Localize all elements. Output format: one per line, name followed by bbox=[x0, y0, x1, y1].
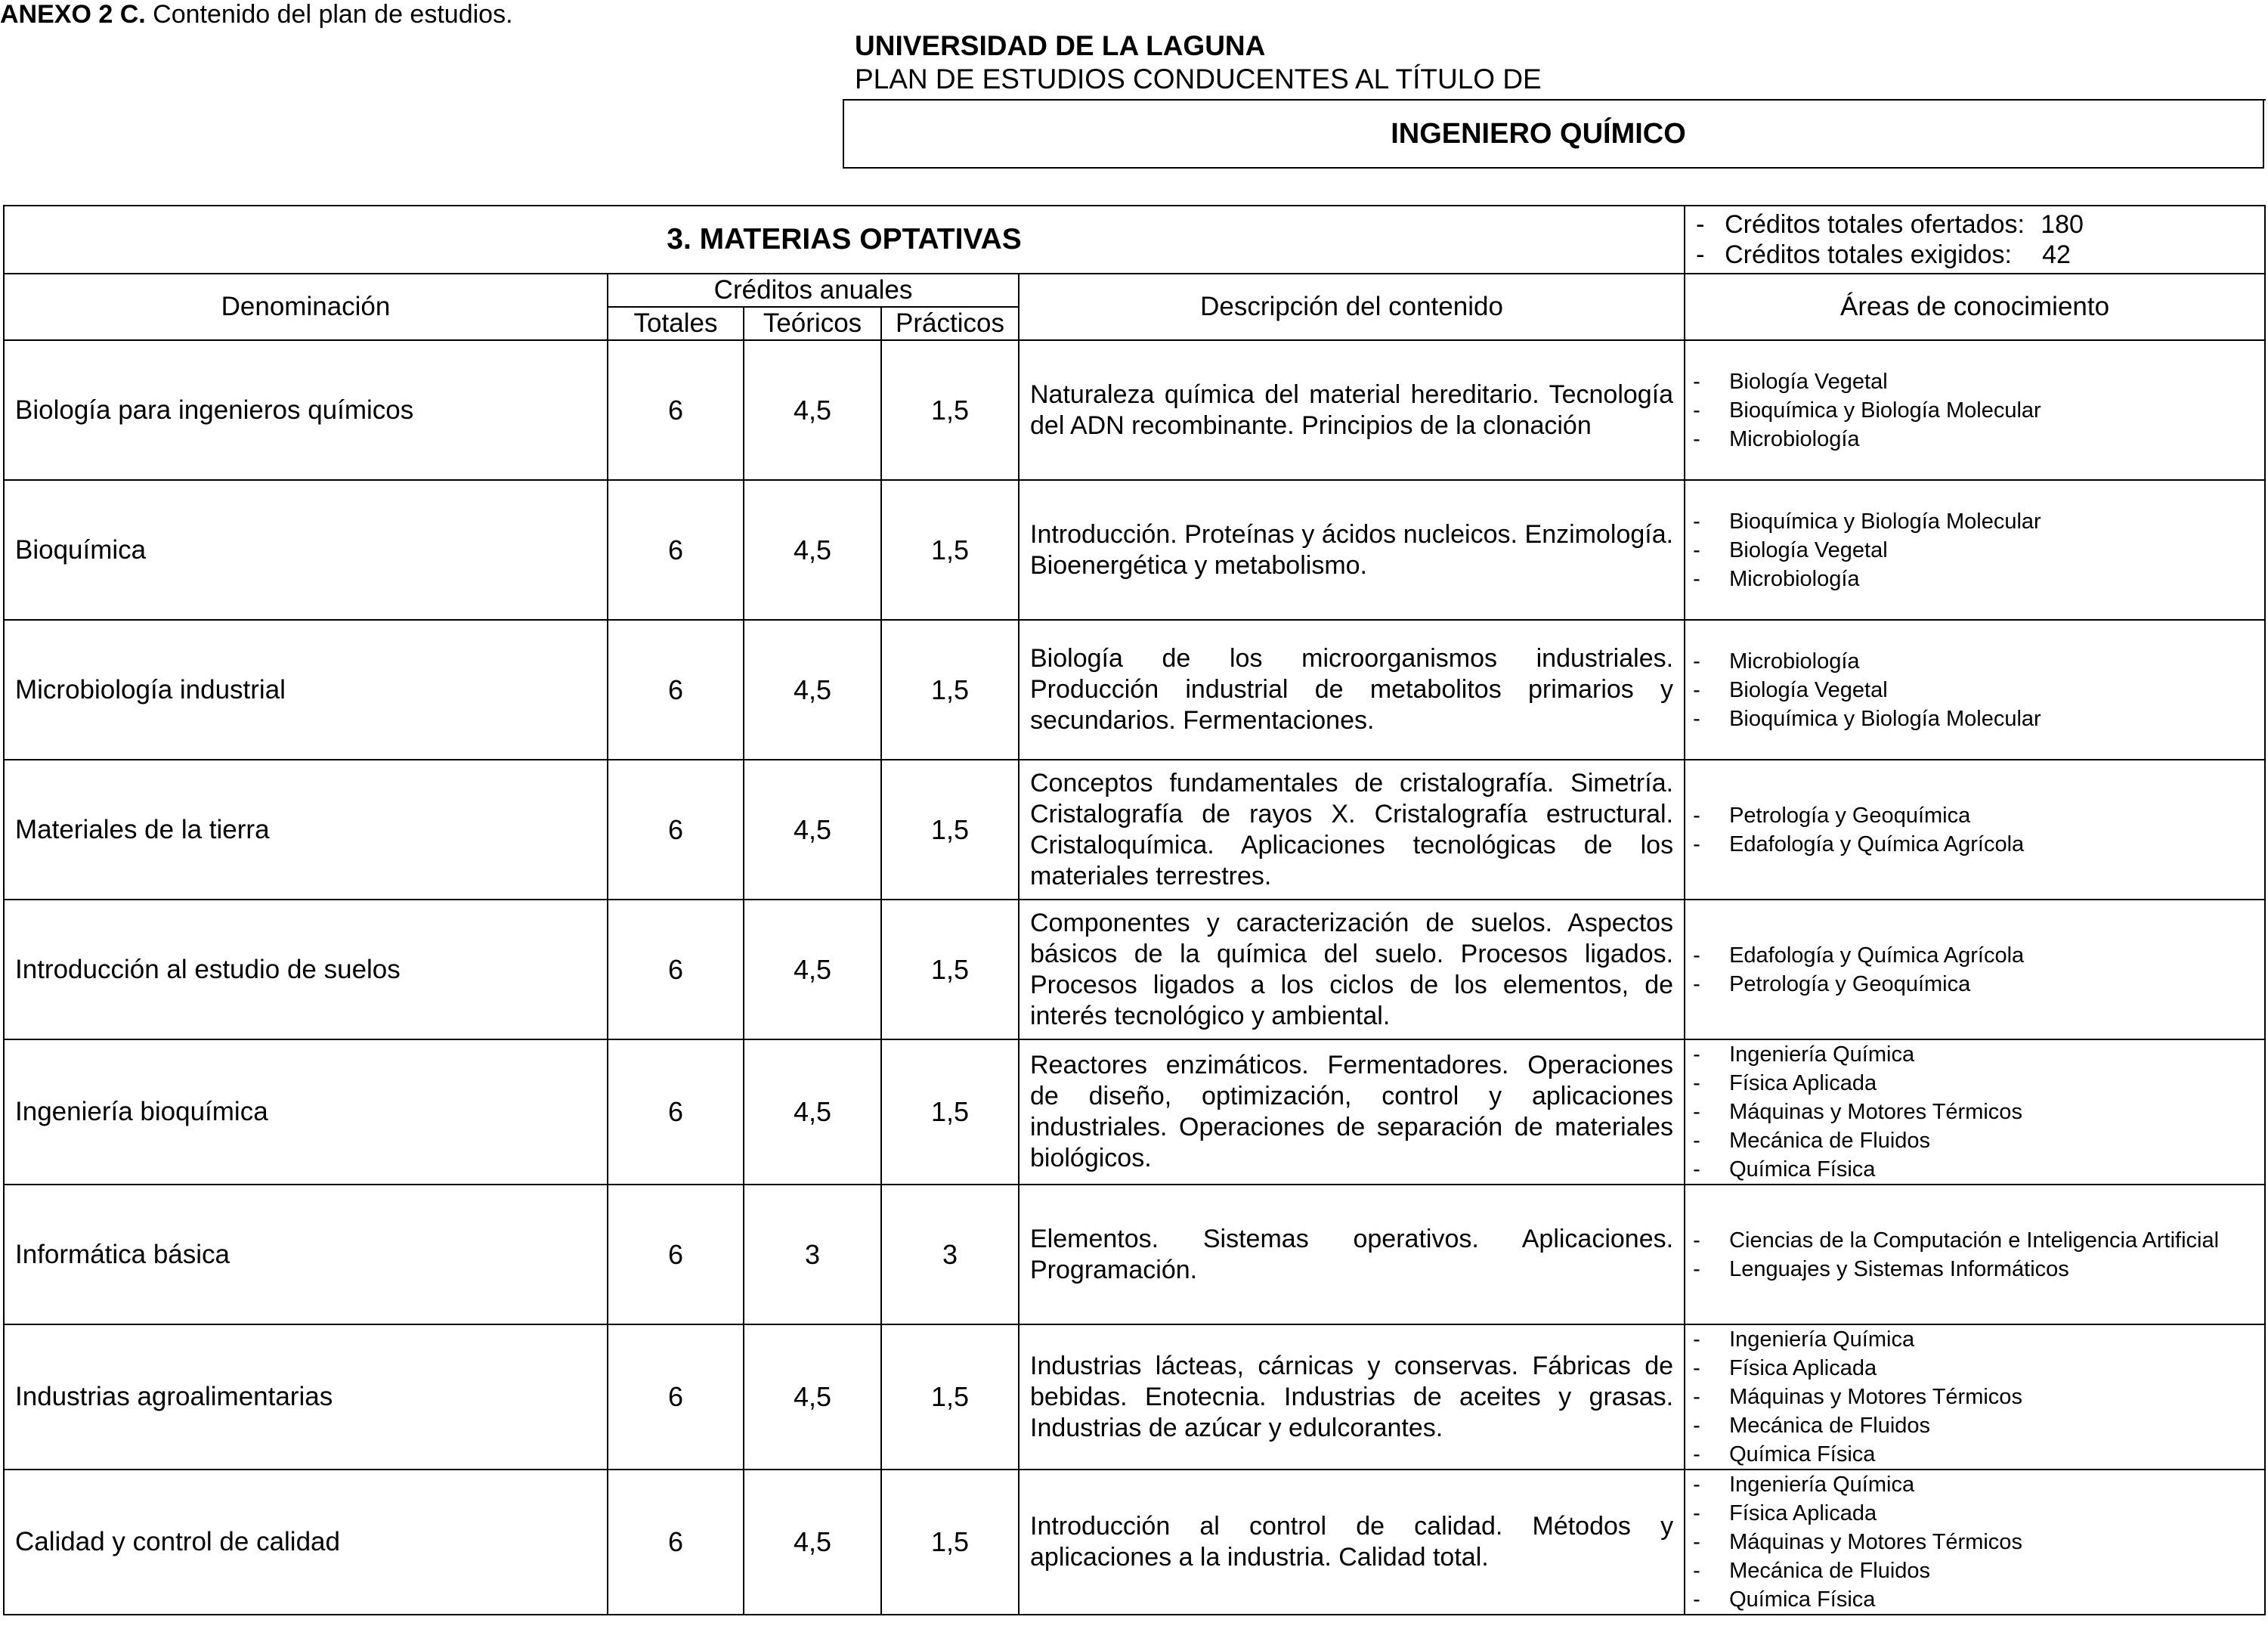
knowledge-area-list bbox=[1693, 941, 2264, 999]
knowledge-area-label: Física Aplicada bbox=[1729, 1501, 1877, 1525]
credits-theory: 4,5 bbox=[744, 1470, 881, 1615]
credits-total: 6 bbox=[608, 340, 744, 480]
credits-theory: 3 bbox=[744, 1185, 881, 1324]
knowledge-area-label: Edafología y Química Agrícola bbox=[1729, 943, 2025, 968]
dash: - bbox=[1693, 1442, 1700, 1466]
column-header-areas: Áreas de conocimiento bbox=[1685, 274, 2265, 340]
knowledge-area-item bbox=[1693, 1069, 2264, 1098]
knowledge-areas bbox=[1685, 340, 2265, 480]
credits-theory: 4,5 bbox=[744, 1039, 881, 1185]
knowledge-area-label: Física Aplicada bbox=[1729, 1071, 1877, 1095]
knowledge-area-label: Microbiología bbox=[1729, 566, 1860, 591]
knowledge-area-item bbox=[1693, 1155, 2264, 1184]
plan-title: PLAN DE ESTUDIOS CONDUCENTES AL TÍTULO DE bbox=[855, 63, 1542, 94]
credits-offered-value: 180 bbox=[2041, 210, 2084, 239]
table-row bbox=[4, 1324, 2265, 1470]
knowledge-areas bbox=[1685, 1324, 2265, 1470]
table-title: 3. MATERIAS OPTATIVAS bbox=[4, 206, 1685, 274]
dash: - bbox=[1693, 1530, 1700, 1554]
knowledge-area-label: Máquinas y Motores Térmicos bbox=[1729, 1530, 2022, 1554]
dash: - bbox=[1693, 943, 1700, 968]
dash: - bbox=[1693, 1501, 1700, 1525]
knowledge-area-label: Lenguajes y Sistemas Informáticos bbox=[1729, 1256, 2069, 1281]
knowledge-area-label: Ingeniería Química bbox=[1729, 1473, 1915, 1497]
subject-name: Biología para ingenieros químicos bbox=[4, 340, 608, 480]
knowledge-area-list bbox=[1693, 507, 2264, 593]
column-header-theory: Teóricos bbox=[744, 307, 881, 340]
dash: - bbox=[1693, 649, 1700, 674]
table-row bbox=[4, 760, 2265, 900]
knowledge-area-item bbox=[1693, 1440, 2264, 1469]
credits-practice: 1,5 bbox=[881, 1039, 1019, 1185]
dash: - bbox=[1693, 803, 1700, 828]
knowledge-area-item bbox=[1693, 801, 2264, 830]
dash: - bbox=[1693, 426, 1700, 451]
credits-theory: 4,5 bbox=[744, 480, 881, 620]
credits-total: 6 bbox=[608, 1324, 744, 1470]
knowledge-area-item bbox=[1693, 1255, 2264, 1284]
knowledge-area-label: Ingeniería Química bbox=[1729, 1042, 1915, 1067]
dash: - bbox=[1693, 971, 1700, 996]
subject-description: Naturaleza química del material hereditario. Tecnología del ADN recombinante. Principios de la clonación bbox=[1019, 340, 1685, 480]
knowledge-area-item bbox=[1693, 676, 2264, 705]
dash: - bbox=[1693, 1414, 1700, 1438]
knowledge-area-item bbox=[1693, 1325, 2264, 1354]
dash: - bbox=[1693, 1129, 1700, 1153]
subject-name: Industrias agroalimentarias bbox=[4, 1324, 608, 1470]
knowledge-area-item bbox=[1693, 1528, 2264, 1556]
degree-box bbox=[843, 101, 2264, 169]
credits-practice: 1,5 bbox=[881, 340, 1019, 480]
table-row bbox=[4, 340, 2265, 480]
subject-description: Introducción. Proteínas y ácidos nucleicos. Enzimología. Bioenergética y metabolismo. bbox=[1019, 480, 1685, 620]
annex-label: ANEXO 2 C. bbox=[0, 0, 146, 29]
knowledge-area-item bbox=[1693, 970, 2264, 999]
knowledge-area-item bbox=[1693, 507, 2264, 536]
annex-description: Contenido del plan de estudios. bbox=[145, 0, 513, 29]
knowledge-areas bbox=[1685, 900, 2265, 1039]
dash: - bbox=[1693, 369, 1700, 394]
dash: - bbox=[1693, 1157, 1700, 1182]
table-row bbox=[4, 1039, 2265, 1185]
knowledge-area-label: Química Física bbox=[1729, 1157, 1876, 1182]
knowledge-area-item bbox=[1693, 1556, 2264, 1585]
dash: - bbox=[1693, 537, 1700, 562]
credits-total: 6 bbox=[608, 620, 744, 760]
dash: - bbox=[1693, 1559, 1700, 1583]
credits-required-label: Créditos totales exigidos: bbox=[1725, 240, 2012, 269]
knowledge-area-label: Física Aplicada bbox=[1729, 1356, 1877, 1380]
credits-theory: 4,5 bbox=[744, 900, 881, 1039]
knowledge-area-item bbox=[1693, 1354, 2264, 1383]
knowledge-area-list bbox=[1693, 1325, 2264, 1469]
credits-practice: 1,5 bbox=[881, 900, 1019, 1039]
dash: - bbox=[1693, 1071, 1700, 1095]
knowledge-area-item bbox=[1693, 1226, 2264, 1255]
knowledge-area-label: Mecánica de Fluidos bbox=[1729, 1129, 1931, 1153]
credits-total: 6 bbox=[608, 900, 744, 1039]
knowledge-area-item bbox=[1693, 830, 2264, 859]
column-header-total: Totales bbox=[608, 307, 744, 340]
knowledge-area-list bbox=[1693, 1040, 2264, 1184]
dash: - bbox=[1693, 398, 1700, 423]
dash: - bbox=[1693, 1473, 1700, 1497]
knowledge-area-item bbox=[1693, 565, 2264, 593]
subject-description: Reactores enzimáticos. Fermentadores. Operaciones de diseño, optimización, control y aplicaciones industriales. Operaciones de separación de materiales biológicos. bbox=[1019, 1039, 1685, 1185]
knowledge-area-label: Mecánica de Fluidos bbox=[1729, 1414, 1931, 1438]
credits-total: 6 bbox=[608, 1039, 744, 1185]
knowledge-area-item bbox=[1693, 1383, 2264, 1411]
column-header-row bbox=[4, 274, 2265, 307]
knowledge-area-item bbox=[1693, 941, 2264, 970]
university-name: UNIVERSIDAD DE LA LAGUNA bbox=[855, 30, 1266, 61]
subject-description: Componentes y caracterización de suelos. Aspectos básicos de la química del suelo. Procesos ligados. Procesos ligados a los ciclos de los elementos, de interés tecnológico y ambiental. bbox=[1019, 900, 1685, 1039]
subject-name: Bioquímica bbox=[4, 480, 608, 620]
credits-practice: 1,5 bbox=[881, 480, 1019, 620]
knowledge-area-label: Bioquímica y Biología Molecular bbox=[1729, 706, 2041, 731]
knowledge-areas bbox=[1685, 1185, 2265, 1324]
knowledge-area-label: Biología Vegetal bbox=[1729, 537, 1888, 562]
knowledge-area-item bbox=[1693, 1411, 2264, 1440]
knowledge-area-item bbox=[1693, 425, 2264, 454]
knowledge-area-label: Máquinas y Motores Térmicos bbox=[1729, 1100, 2022, 1124]
knowledge-area-list bbox=[1693, 1226, 2264, 1284]
dash: - bbox=[1693, 1356, 1700, 1380]
dash: - bbox=[1693, 1256, 1700, 1281]
knowledge-area-label: Ciencias de la Computación e Inteligencia Artificial bbox=[1729, 1228, 2220, 1253]
subject-description: Conceptos fundamentales de cristalografía. Simetría. Cristalografía de rayos X. Cristalografía estructural. Cristaloquímica. Aplicaciones tecnológicas de los materiales terrestres. bbox=[1019, 760, 1685, 900]
knowledge-area-list bbox=[1693, 647, 2264, 733]
annex-heading bbox=[0, 0, 513, 29]
knowledge-area-label: Mecánica de Fluidos bbox=[1729, 1559, 1931, 1583]
table-row bbox=[4, 620, 2265, 760]
subject-description: Elementos. Sistemas operativos. Aplicaciones. Programación. bbox=[1019, 1185, 1685, 1324]
column-header-practice: Prácticos bbox=[881, 307, 1019, 340]
dash: - bbox=[1693, 1228, 1700, 1253]
credits-practice: 1,5 bbox=[881, 1324, 1019, 1470]
credits-total: 6 bbox=[608, 760, 744, 900]
table-row bbox=[4, 480, 2265, 620]
optional-subjects-table bbox=[3, 205, 2266, 1615]
knowledge-areas bbox=[1685, 480, 2265, 620]
credits-practice: 1,5 bbox=[881, 620, 1019, 760]
subject-description: Industrias lácteas, cárnicas y conservas. Fábricas de bebidas. Enotecnia. Industrias de aceites y grasas. Industrias de azúcar y edulcorantes. bbox=[1019, 1324, 1685, 1470]
subject-description: Introducción al control de calidad. Métodos y aplicaciones a la industria. Calidad total. bbox=[1019, 1470, 1685, 1615]
knowledge-area-item bbox=[1693, 1126, 2264, 1155]
knowledge-area-item bbox=[1693, 1098, 2264, 1126]
table-row bbox=[4, 1470, 2265, 1615]
dash: - bbox=[1693, 509, 1700, 534]
dash: - bbox=[1693, 677, 1700, 702]
knowledge-area-item bbox=[1693, 396, 2264, 425]
column-header-name: Denominación bbox=[4, 274, 608, 340]
dash: - bbox=[1693, 832, 1700, 856]
dash: - bbox=[1693, 1385, 1700, 1409]
knowledge-area-label: Microbiología bbox=[1729, 426, 1860, 451]
knowledge-area-list bbox=[1693, 801, 2264, 859]
dash: - bbox=[1693, 706, 1700, 731]
dash: - bbox=[1693, 566, 1700, 591]
column-header-description: Descripción del contenido bbox=[1019, 274, 1685, 340]
knowledge-area-list bbox=[1693, 367, 2264, 454]
subject-name: Ingeniería bioquímica bbox=[4, 1039, 608, 1185]
knowledge-area-label: Edafología y Química Agrícola bbox=[1729, 832, 2025, 856]
credits-theory: 4,5 bbox=[744, 1324, 881, 1470]
table-row bbox=[4, 1185, 2265, 1324]
credits-practice: 1,5 bbox=[881, 1470, 1019, 1615]
credits-offered-label: Créditos totales ofertados: bbox=[1725, 210, 2025, 239]
subject-name: Informática básica bbox=[4, 1185, 608, 1324]
knowledge-area-list bbox=[1693, 1470, 2264, 1614]
knowledge-areas bbox=[1685, 620, 2265, 760]
credits-practice: 3 bbox=[881, 1185, 1019, 1324]
knowledge-area-label: Bioquímica y Biología Molecular bbox=[1729, 509, 2041, 534]
knowledge-areas bbox=[1685, 760, 2265, 900]
credits-total: 6 bbox=[608, 1470, 744, 1615]
subject-description: Biología de los microorganismos industriales. Producción industrial de metabolitos primarios y secundarios. Fermentaciones. bbox=[1019, 620, 1685, 760]
credits-required-line bbox=[1696, 240, 2264, 270]
dash: - bbox=[1693, 1100, 1700, 1124]
column-header-annual-credits: Créditos anuales bbox=[608, 274, 1019, 307]
subject-name: Calidad y control de calidad bbox=[4, 1470, 608, 1615]
subject-name: Introducción al estudio de suelos bbox=[4, 900, 608, 1039]
credits-offered-line bbox=[1696, 209, 2264, 240]
dash: - bbox=[1693, 1327, 1700, 1352]
degree-title: INGENIERO QUÍMICO bbox=[1391, 117, 1686, 150]
credits-required-value: 42 bbox=[2042, 240, 2071, 269]
credits-theory: 4,5 bbox=[744, 340, 881, 480]
knowledge-areas bbox=[1685, 1039, 2265, 1185]
dash: - bbox=[1696, 210, 1705, 239]
subject-name: Materiales de la tierra bbox=[4, 760, 608, 900]
subject-name: Microbiología industrial bbox=[4, 620, 608, 760]
knowledge-area-item bbox=[1693, 647, 2264, 676]
knowledge-area-item bbox=[1693, 1499, 2264, 1528]
dash: - bbox=[1696, 240, 1705, 269]
knowledge-area-label: Petrología y Geoquímica bbox=[1729, 971, 1971, 996]
table-row bbox=[4, 900, 2265, 1039]
knowledge-area-label: Petrología y Geoquímica bbox=[1729, 803, 1971, 828]
knowledge-areas bbox=[1685, 1470, 2265, 1615]
knowledge-area-label: Química Física bbox=[1729, 1587, 1876, 1612]
credits-theory: 4,5 bbox=[744, 760, 881, 900]
dash: - bbox=[1693, 1587, 1700, 1612]
knowledge-area-label: Bioquímica y Biología Molecular bbox=[1729, 398, 2041, 423]
knowledge-area-item bbox=[1693, 367, 2264, 396]
credits-practice: 1,5 bbox=[881, 760, 1019, 900]
knowledge-area-label: Microbiología bbox=[1729, 649, 1860, 674]
knowledge-area-item bbox=[1693, 1040, 2264, 1069]
dash: - bbox=[1693, 1042, 1700, 1067]
knowledge-area-item bbox=[1693, 1470, 2264, 1499]
credit-totals bbox=[1685, 206, 2265, 274]
knowledge-area-item bbox=[1693, 1585, 2264, 1614]
knowledge-area-label: Biología Vegetal bbox=[1729, 677, 1888, 702]
table-title-row bbox=[4, 206, 2265, 274]
knowledge-area-item bbox=[1693, 705, 2264, 733]
knowledge-area-item bbox=[1693, 536, 2264, 565]
knowledge-area-label: Máquinas y Motores Térmicos bbox=[1729, 1385, 2022, 1409]
credits-total: 6 bbox=[608, 1185, 744, 1324]
credits-theory: 4,5 bbox=[744, 620, 881, 760]
knowledge-area-label: Biología Vegetal bbox=[1729, 369, 1888, 394]
knowledge-area-label: Química Física bbox=[1729, 1442, 1876, 1466]
knowledge-area-label: Ingeniería Química bbox=[1729, 1327, 1915, 1352]
credits-total: 6 bbox=[608, 480, 744, 620]
